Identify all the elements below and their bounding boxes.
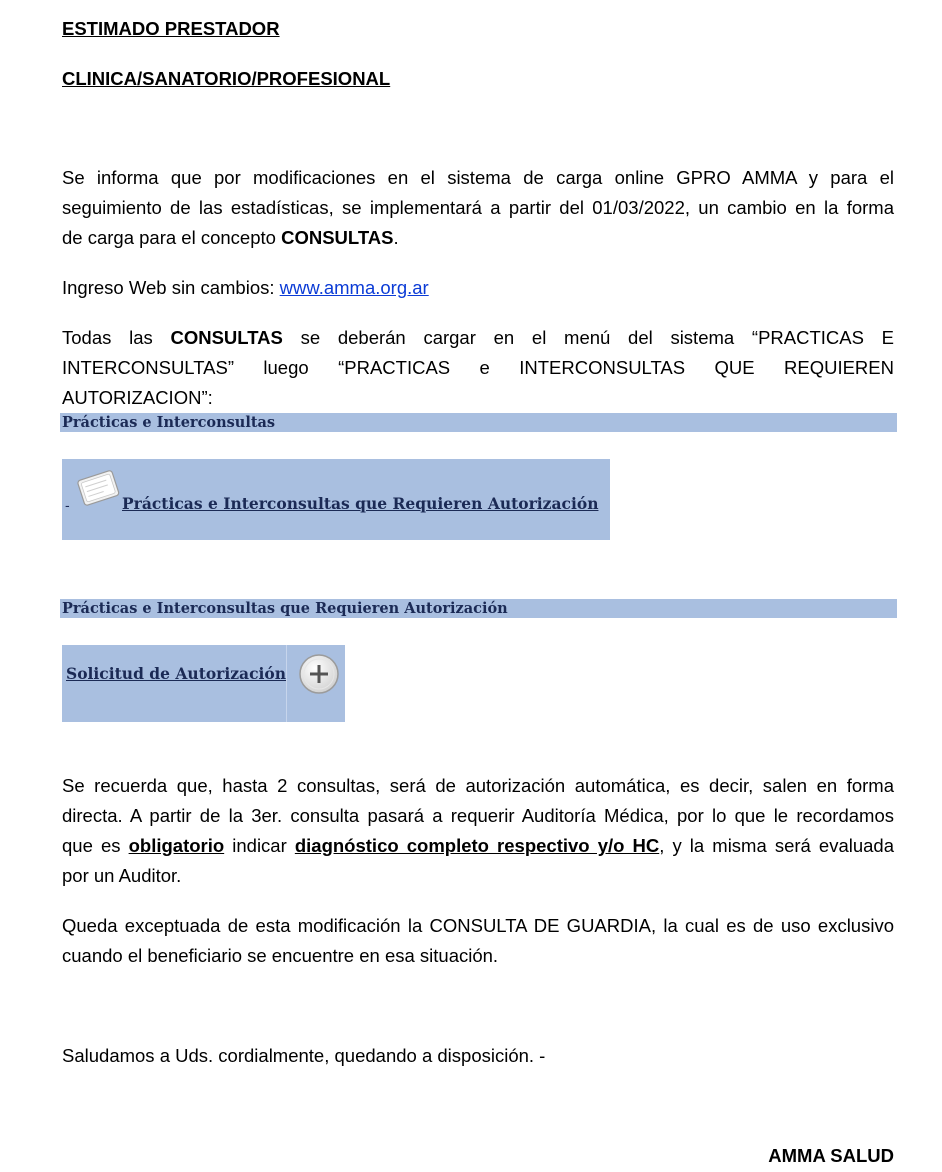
consultas-bold: CONSULTAS [281, 227, 394, 248]
instructions-line-1-end: se deberán cargar en el menú del sistema “PRACTICAS E [282, 327, 895, 348]
reminder-line-3-c: indicar [224, 835, 295, 856]
recipient-heading: CLINICA/SANATORIO/PROFESIONAL [62, 68, 391, 89]
reminder-line-4: por un Auditor. [62, 865, 182, 886]
instructions-paragraph [62, 323, 894, 413]
diagnostico-bold: diagnóstico completo respectivo y/o HC [294, 835, 660, 856]
website-link[interactable]: www.amma.org.ar [279, 277, 429, 298]
instructions-line-2: INTERCONSULTAS” luego “PRACTICAS e INTERCONSULTAS QUE REQUIEREN AUTORIZACION”: [62, 357, 894, 408]
intro-line-3-text: de carga para el concepto [62, 227, 282, 248]
intro-line-3 [62, 223, 894, 253]
practicas-band: Prácticas e Interconsultas [60, 413, 897, 432]
greeting-heading: ESTIMADO PRESTADOR [62, 18, 280, 39]
intro-line-1: Se informa que por modificaciones en el sistema de carga online GPRO AMMA y para el [62, 167, 894, 188]
intro-line-3-end: . [393, 227, 399, 248]
solicitud-autorizacion-link[interactable]: Solicitud de Autorización [66, 664, 287, 683]
reminder-line-3 [62, 831, 894, 861]
reminder-line-1: Se recuerda que, hasta 2 consultas, será de autorización automática, es decir, salen en forma [62, 775, 894, 796]
practicas-menu-panel [62, 459, 610, 540]
instructions-line-1 [62, 323, 894, 353]
closing-line: Saludamos a Uds. cordialmente, quedando a disposición. - [62, 1045, 546, 1066]
web-label: Ingreso Web sin cambios: [62, 277, 280, 298]
solicitud-panel [62, 645, 345, 722]
reminder-line-3-e: , y la misma será evaluada [659, 835, 895, 856]
intro-paragraph [62, 163, 894, 253]
reminder-paragraph [62, 771, 894, 891]
plus-circle-icon[interactable] [298, 653, 340, 695]
consultas-bold-2: CONSULTAS [170, 327, 283, 348]
document-icon [72, 465, 124, 509]
reminder-line-2: directa. A partir de la 3er. consulta pasará a requerir Auditoría Médica, por lo que le recordamos [62, 805, 894, 826]
exception-paragraph [62, 911, 894, 971]
exception-line-1: Queda exceptuada de esta modificación la CONSULTA DE GUARDIA, la cual es de uso exclusivo [62, 915, 894, 936]
exception-line-2: cuando el beneficiario se encuentre en esa situación. [62, 945, 499, 966]
instructions-line-1-start: Todas las [62, 327, 171, 348]
panel-divider [286, 645, 287, 722]
obligatorio-bold: obligatorio [128, 835, 225, 856]
signature: AMMA SALUD [768, 1145, 894, 1166]
panel-dash: - [65, 497, 70, 513]
practicas-autorizacion-link[interactable]: Prácticas e Interconsultas que Requieren Autorización [122, 494, 599, 513]
intro-line-2: seguimiento de las estadísticas, se implementará a partir del 01/03/2022, un cambio en la forma [62, 197, 894, 218]
reminder-line-3-a: que es [62, 835, 129, 856]
autorizacion-band: Prácticas e Interconsultas que Requieren Autorización [60, 599, 897, 618]
web-line [62, 273, 429, 303]
